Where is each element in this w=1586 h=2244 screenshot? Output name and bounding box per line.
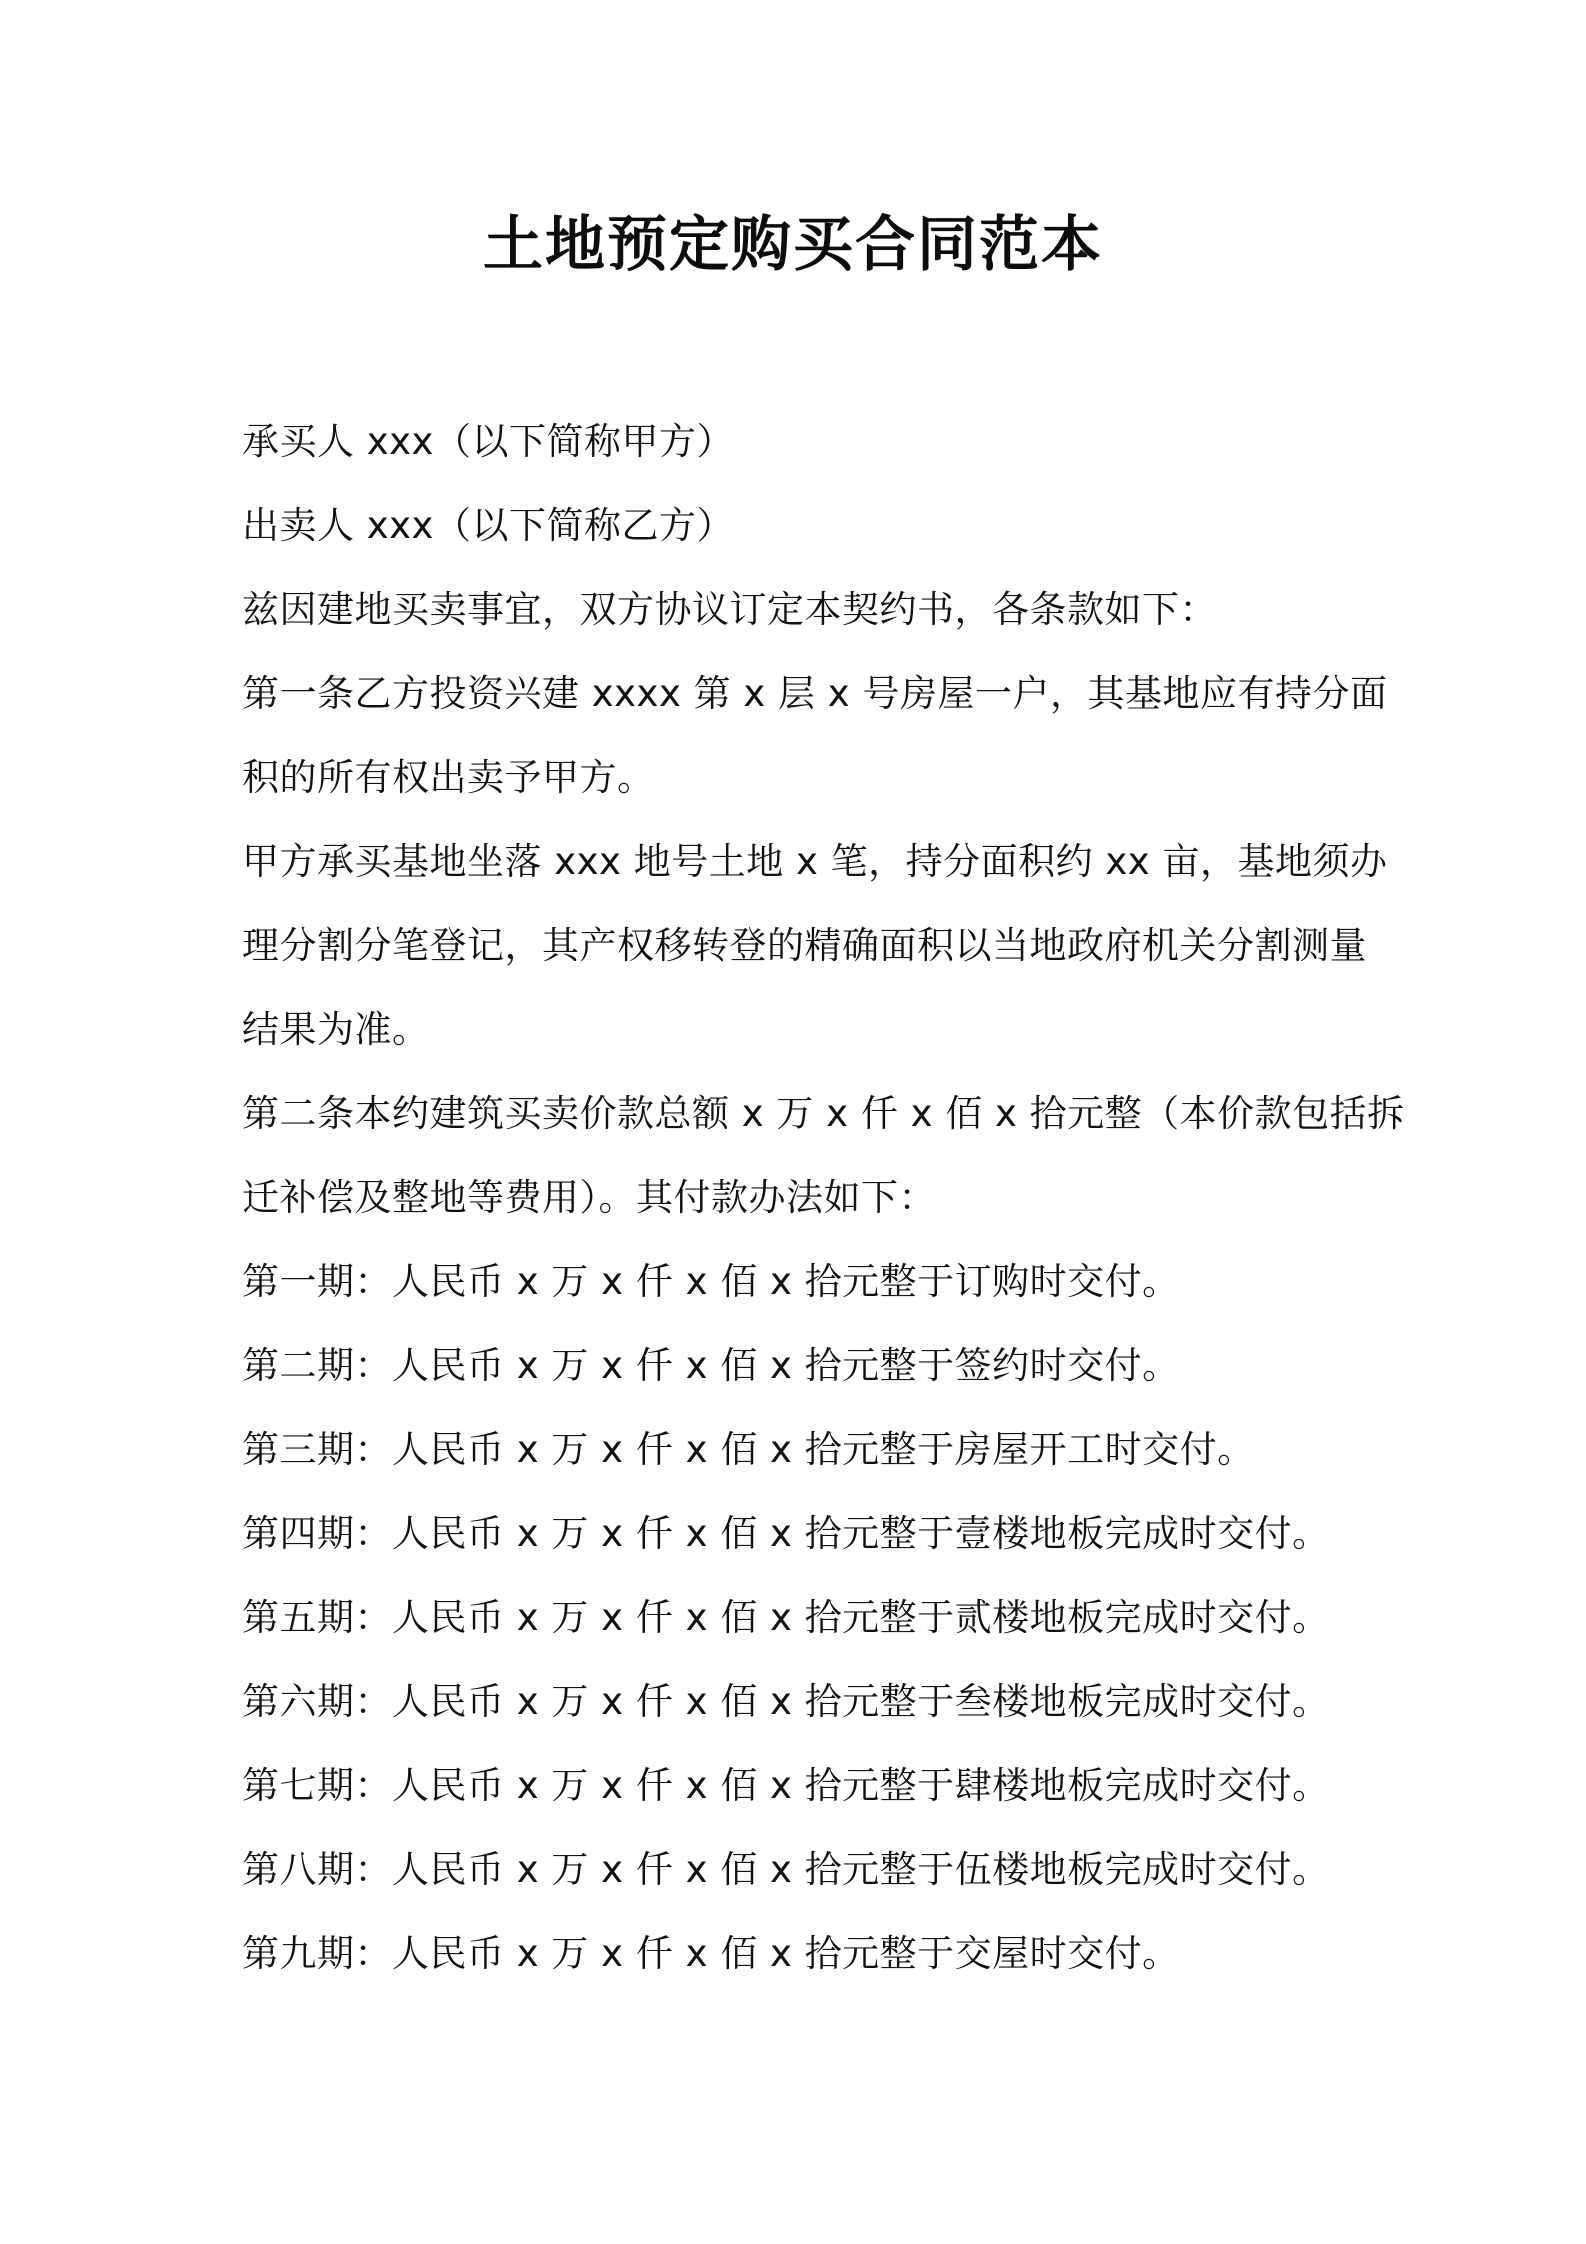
article-one-line-1: 第一条乙方投资兴建 xxxx 第 x 层 x 号房屋一户，其基地应有持分面 xyxy=(242,672,1388,715)
article-two-line-1: 第二条本约建筑买卖价款总额 x 万 x 仟 x 佰 x 拾元整（本价款包括拆 xyxy=(242,1092,1405,1135)
payment-installment-6: 第六期：人民币 x 万 x 仟 x 佰 x 拾元整于叁楼地板完成时交付。 xyxy=(242,1680,1330,1723)
land-paragraph-line-3: 结果为准。 xyxy=(242,1008,430,1051)
payment-installment-5: 第五期：人民币 x 万 x 仟 x 佰 x 拾元整于贰楼地板完成时交付。 xyxy=(242,1596,1330,1639)
payment-installment-8: 第八期：人民币 x 万 x 仟 x 佰 x 拾元整于伍楼地板完成时交付。 xyxy=(242,1848,1330,1891)
article-two-line-2: 迁补偿及整地等费用）。其付款办法如下： xyxy=(242,1176,936,1219)
land-paragraph-line-1: 甲方承买基地坐落 xxx 地号土地 x 笔，持分面积约 xx 亩，基地须办 xyxy=(242,840,1388,883)
payment-installment-3: 第三期：人民币 x 万 x 仟 x 佰 x 拾元整于房屋开工时交付。 xyxy=(242,1428,1255,1471)
payment-installment-1: 第一期：人民币 x 万 x 仟 x 佰 x 拾元整于订购时交付。 xyxy=(242,1260,1180,1303)
payment-installment-7: 第七期：人民币 x 万 x 仟 x 佰 x 拾元整于肆楼地板完成时交付。 xyxy=(242,1764,1330,1807)
land-paragraph-line-2: 理分割分笔登记，其产权移转登的精确面积以当地政府机关分割测量 xyxy=(242,924,1367,967)
party-seller-line: 出卖人 xxx（以下简称乙方） xyxy=(242,504,734,547)
party-buyer-line: 承买人 xxx（以下简称甲方） xyxy=(242,420,734,463)
document-title: 土地预定购买合同范本 xyxy=(483,210,1103,280)
payment-installment-9: 第九期：人民币 x 万 x 仟 x 佰 x 拾元整于交屋时交付。 xyxy=(242,1932,1180,1975)
article-one-line-2: 积的所有权出卖予甲方。 xyxy=(242,756,655,799)
payment-installment-2: 第二期：人民币 x 万 x 仟 x 佰 x 拾元整于签约时交付。 xyxy=(242,1344,1180,1387)
preamble-line: 兹因建地买卖事宜，双方协议订定本契约书，各条款如下： xyxy=(242,588,1217,631)
payment-installment-4: 第四期：人民币 x 万 x 仟 x 佰 x 拾元整于壹楼地板完成时交付。 xyxy=(242,1512,1330,1555)
document-body xyxy=(242,400,1405,1996)
